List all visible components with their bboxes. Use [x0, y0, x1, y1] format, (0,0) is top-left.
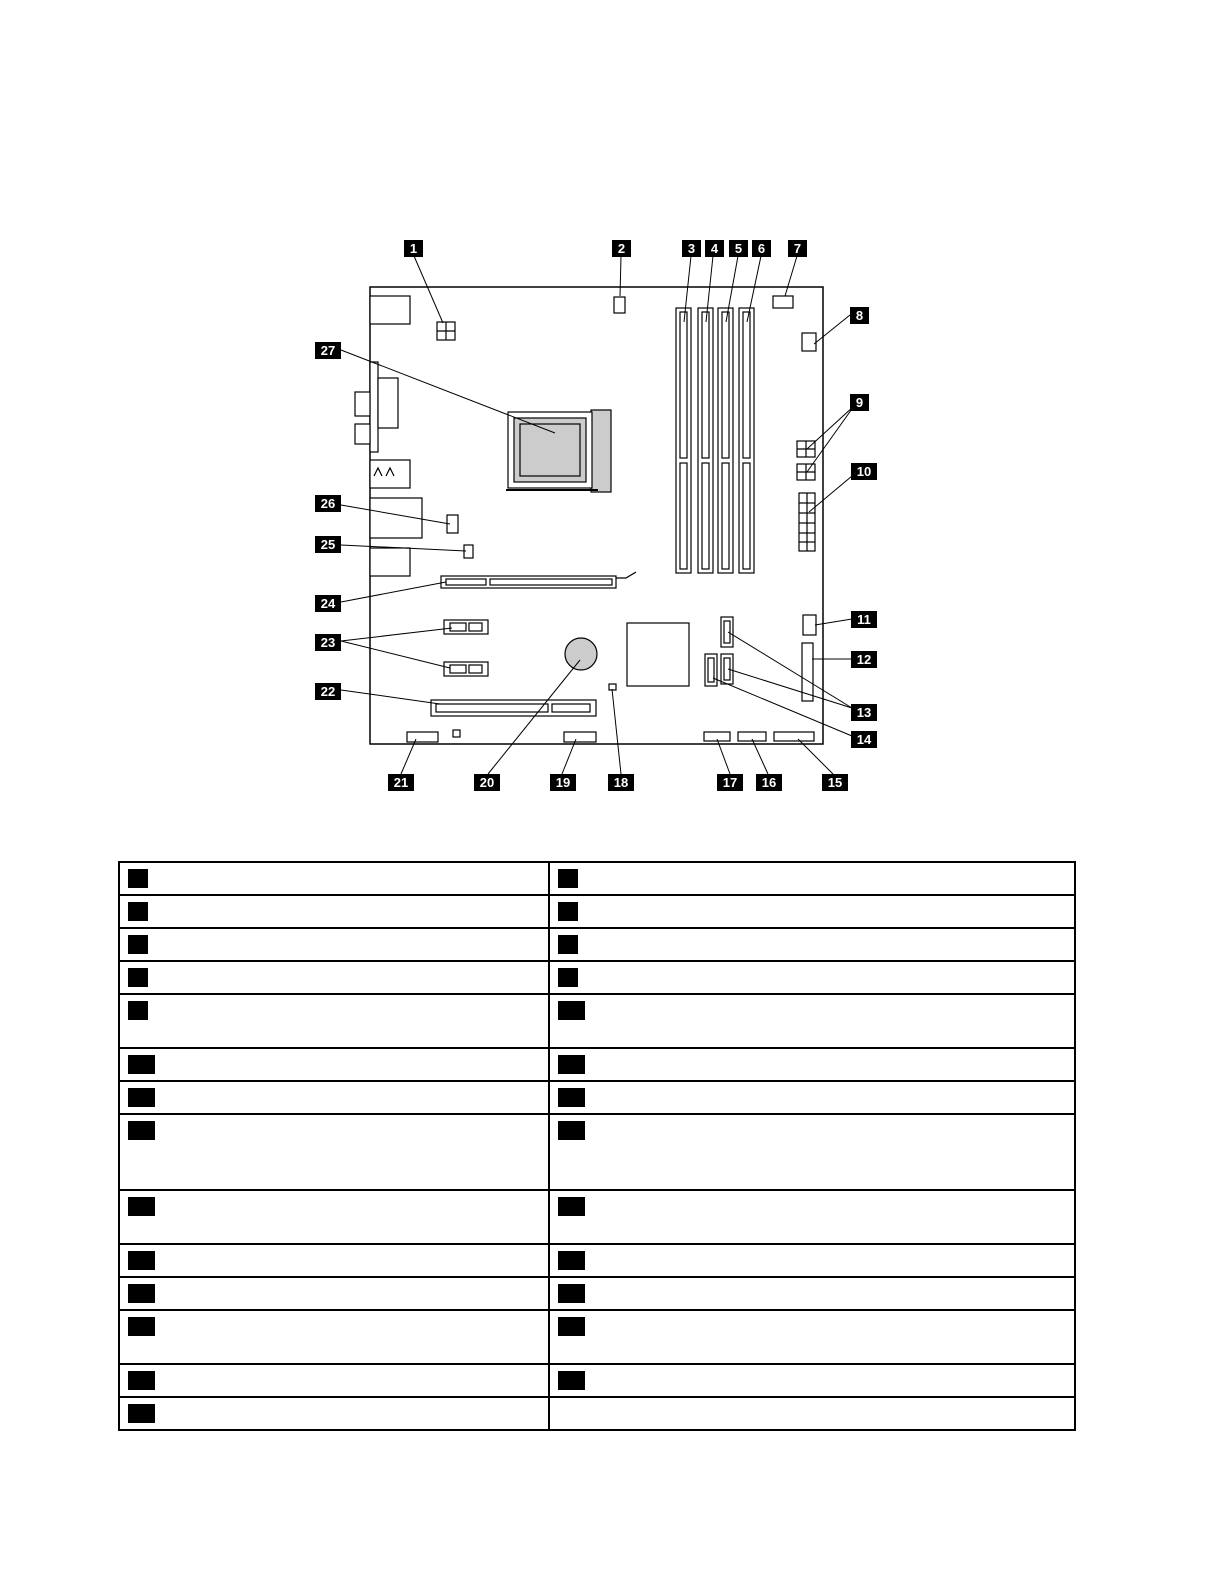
legend-row: [119, 862, 1075, 895]
legend-cell-right: [549, 1114, 1075, 1190]
callout-4: 4: [710, 241, 719, 256]
callout-22: 22: [320, 684, 336, 699]
callout-25: 25: [320, 537, 336, 552]
legend-body: [119, 862, 1075, 1430]
legend-badge-24: [558, 1317, 585, 1336]
legend-cell-right: [549, 1364, 1075, 1397]
connector-2: [614, 297, 625, 313]
legend-row: [119, 928, 1075, 961]
legend-cell-right: [549, 895, 1075, 928]
callout-3: 3: [687, 241, 696, 256]
legend-badge-7: [128, 968, 148, 987]
callout-15: 15: [827, 775, 843, 790]
legend-row: [119, 1397, 1075, 1430]
callout-16: 16: [761, 775, 777, 790]
legend-cell-right: [549, 862, 1075, 895]
legend-badge-14: [558, 1088, 585, 1107]
legend-cell-left: [119, 1190, 549, 1244]
callout-27: 27: [320, 343, 336, 358]
callout-20: 20: [479, 775, 495, 790]
legend-badge-5: [128, 935, 148, 954]
legend-cell-left: [119, 1048, 549, 1081]
legend-badge-12: [558, 1055, 585, 1074]
legend-cell-left: [119, 1081, 549, 1114]
board-outline: [370, 287, 823, 744]
legend-cell-right: [549, 1190, 1075, 1244]
connector-1: [437, 322, 455, 340]
legend-badge-25: [128, 1371, 155, 1390]
legend-cell-left: [119, 961, 549, 994]
legend-row: [119, 1114, 1075, 1190]
callout-24: 24: [320, 596, 336, 611]
legend-badge-10: [558, 1001, 585, 1020]
callout-1: 1: [409, 241, 418, 256]
legend-badge-16: [558, 1121, 585, 1140]
callout-23: 23: [320, 635, 336, 650]
legend-badge-27: [128, 1404, 155, 1423]
legend-badge-15: [128, 1121, 155, 1140]
callout-8: 8: [855, 308, 864, 323]
legend-row: [119, 1081, 1075, 1114]
legend-badge-18: [558, 1197, 585, 1216]
legend-badge-2: [558, 869, 578, 888]
legend-badge-3: [128, 902, 148, 921]
legend-cell-left: [119, 928, 549, 961]
callout-18: 18: [613, 775, 629, 790]
callout-21: 21: [393, 775, 409, 790]
legend-cell-left: [119, 994, 549, 1048]
legend-badge-22: [558, 1284, 585, 1303]
legend-badge-8: [558, 968, 578, 987]
legend-table: [118, 861, 1076, 1431]
legend-cell-left: [119, 1364, 549, 1397]
callout-5: 5: [734, 241, 743, 256]
legend-badge-23: [128, 1317, 155, 1336]
callout-6: 6: [757, 241, 766, 256]
legend-cell-right: [549, 1048, 1075, 1081]
legend-cell-left: [119, 1114, 549, 1190]
legend-cell-left: [119, 1277, 549, 1310]
legend-row: [119, 1277, 1075, 1310]
legend-cell-left: [119, 862, 549, 895]
legend-badge-9: [128, 1001, 148, 1020]
legend-cell-right: [549, 928, 1075, 961]
callout-7: 7: [793, 241, 802, 256]
legend-badge-21: [128, 1284, 155, 1303]
callout-10: 10: [856, 464, 872, 479]
connector-7: [773, 296, 793, 308]
cpu-socket: [506, 410, 611, 492]
chipset: [627, 623, 689, 686]
legend-badge-1: [128, 869, 148, 888]
connector-8: [802, 333, 816, 351]
legend-cell-left: [119, 1244, 549, 1277]
legend-cell-right: [549, 1310, 1075, 1364]
legend-row: [119, 961, 1075, 994]
battery: [565, 638, 597, 670]
callout-9: 9: [855, 395, 864, 410]
callout-13: 13: [856, 705, 872, 720]
legend-cell-right: [549, 1081, 1075, 1114]
legend-badge-19: [128, 1251, 155, 1270]
legend-row: [119, 1048, 1075, 1081]
legend-row: [119, 1244, 1075, 1277]
legend-row: [119, 895, 1075, 928]
pci-slot: [431, 700, 596, 716]
connector-25: [464, 545, 473, 558]
legend-row: [119, 994, 1075, 1048]
legend-cell-left: [119, 1397, 549, 1430]
legend-badge-4: [558, 902, 578, 921]
connector-10: [799, 493, 815, 551]
legend-badge-6: [558, 935, 578, 954]
legend-cell-right: [549, 994, 1075, 1048]
legend-row: [119, 1364, 1075, 1397]
connector-11: [803, 615, 816, 635]
legend-cell-right: [549, 1397, 1075, 1430]
callout-14: 14: [856, 732, 872, 747]
legend-cell-left: [119, 1310, 549, 1364]
legend-badge-17: [128, 1197, 155, 1216]
legend-badge-11: [128, 1055, 155, 1074]
legend-cell-left: [119, 895, 549, 928]
legend-badge-20: [558, 1251, 585, 1270]
legend-row: [119, 1310, 1075, 1364]
callout-17: 17: [722, 775, 738, 790]
legend-cell-right: [549, 1277, 1075, 1310]
callout-19: 19: [555, 775, 571, 790]
callout-26: 26: [320, 496, 336, 511]
callout-12: 12: [856, 652, 872, 667]
legend-row: [119, 1190, 1075, 1244]
legend-badge-26: [558, 1371, 585, 1390]
callout-2: 2: [617, 241, 626, 256]
legend-badge-13: [128, 1088, 155, 1107]
legend-cell-right: [549, 961, 1075, 994]
callout-11: 11: [857, 612, 871, 627]
legend-cell-right: [549, 1244, 1075, 1277]
